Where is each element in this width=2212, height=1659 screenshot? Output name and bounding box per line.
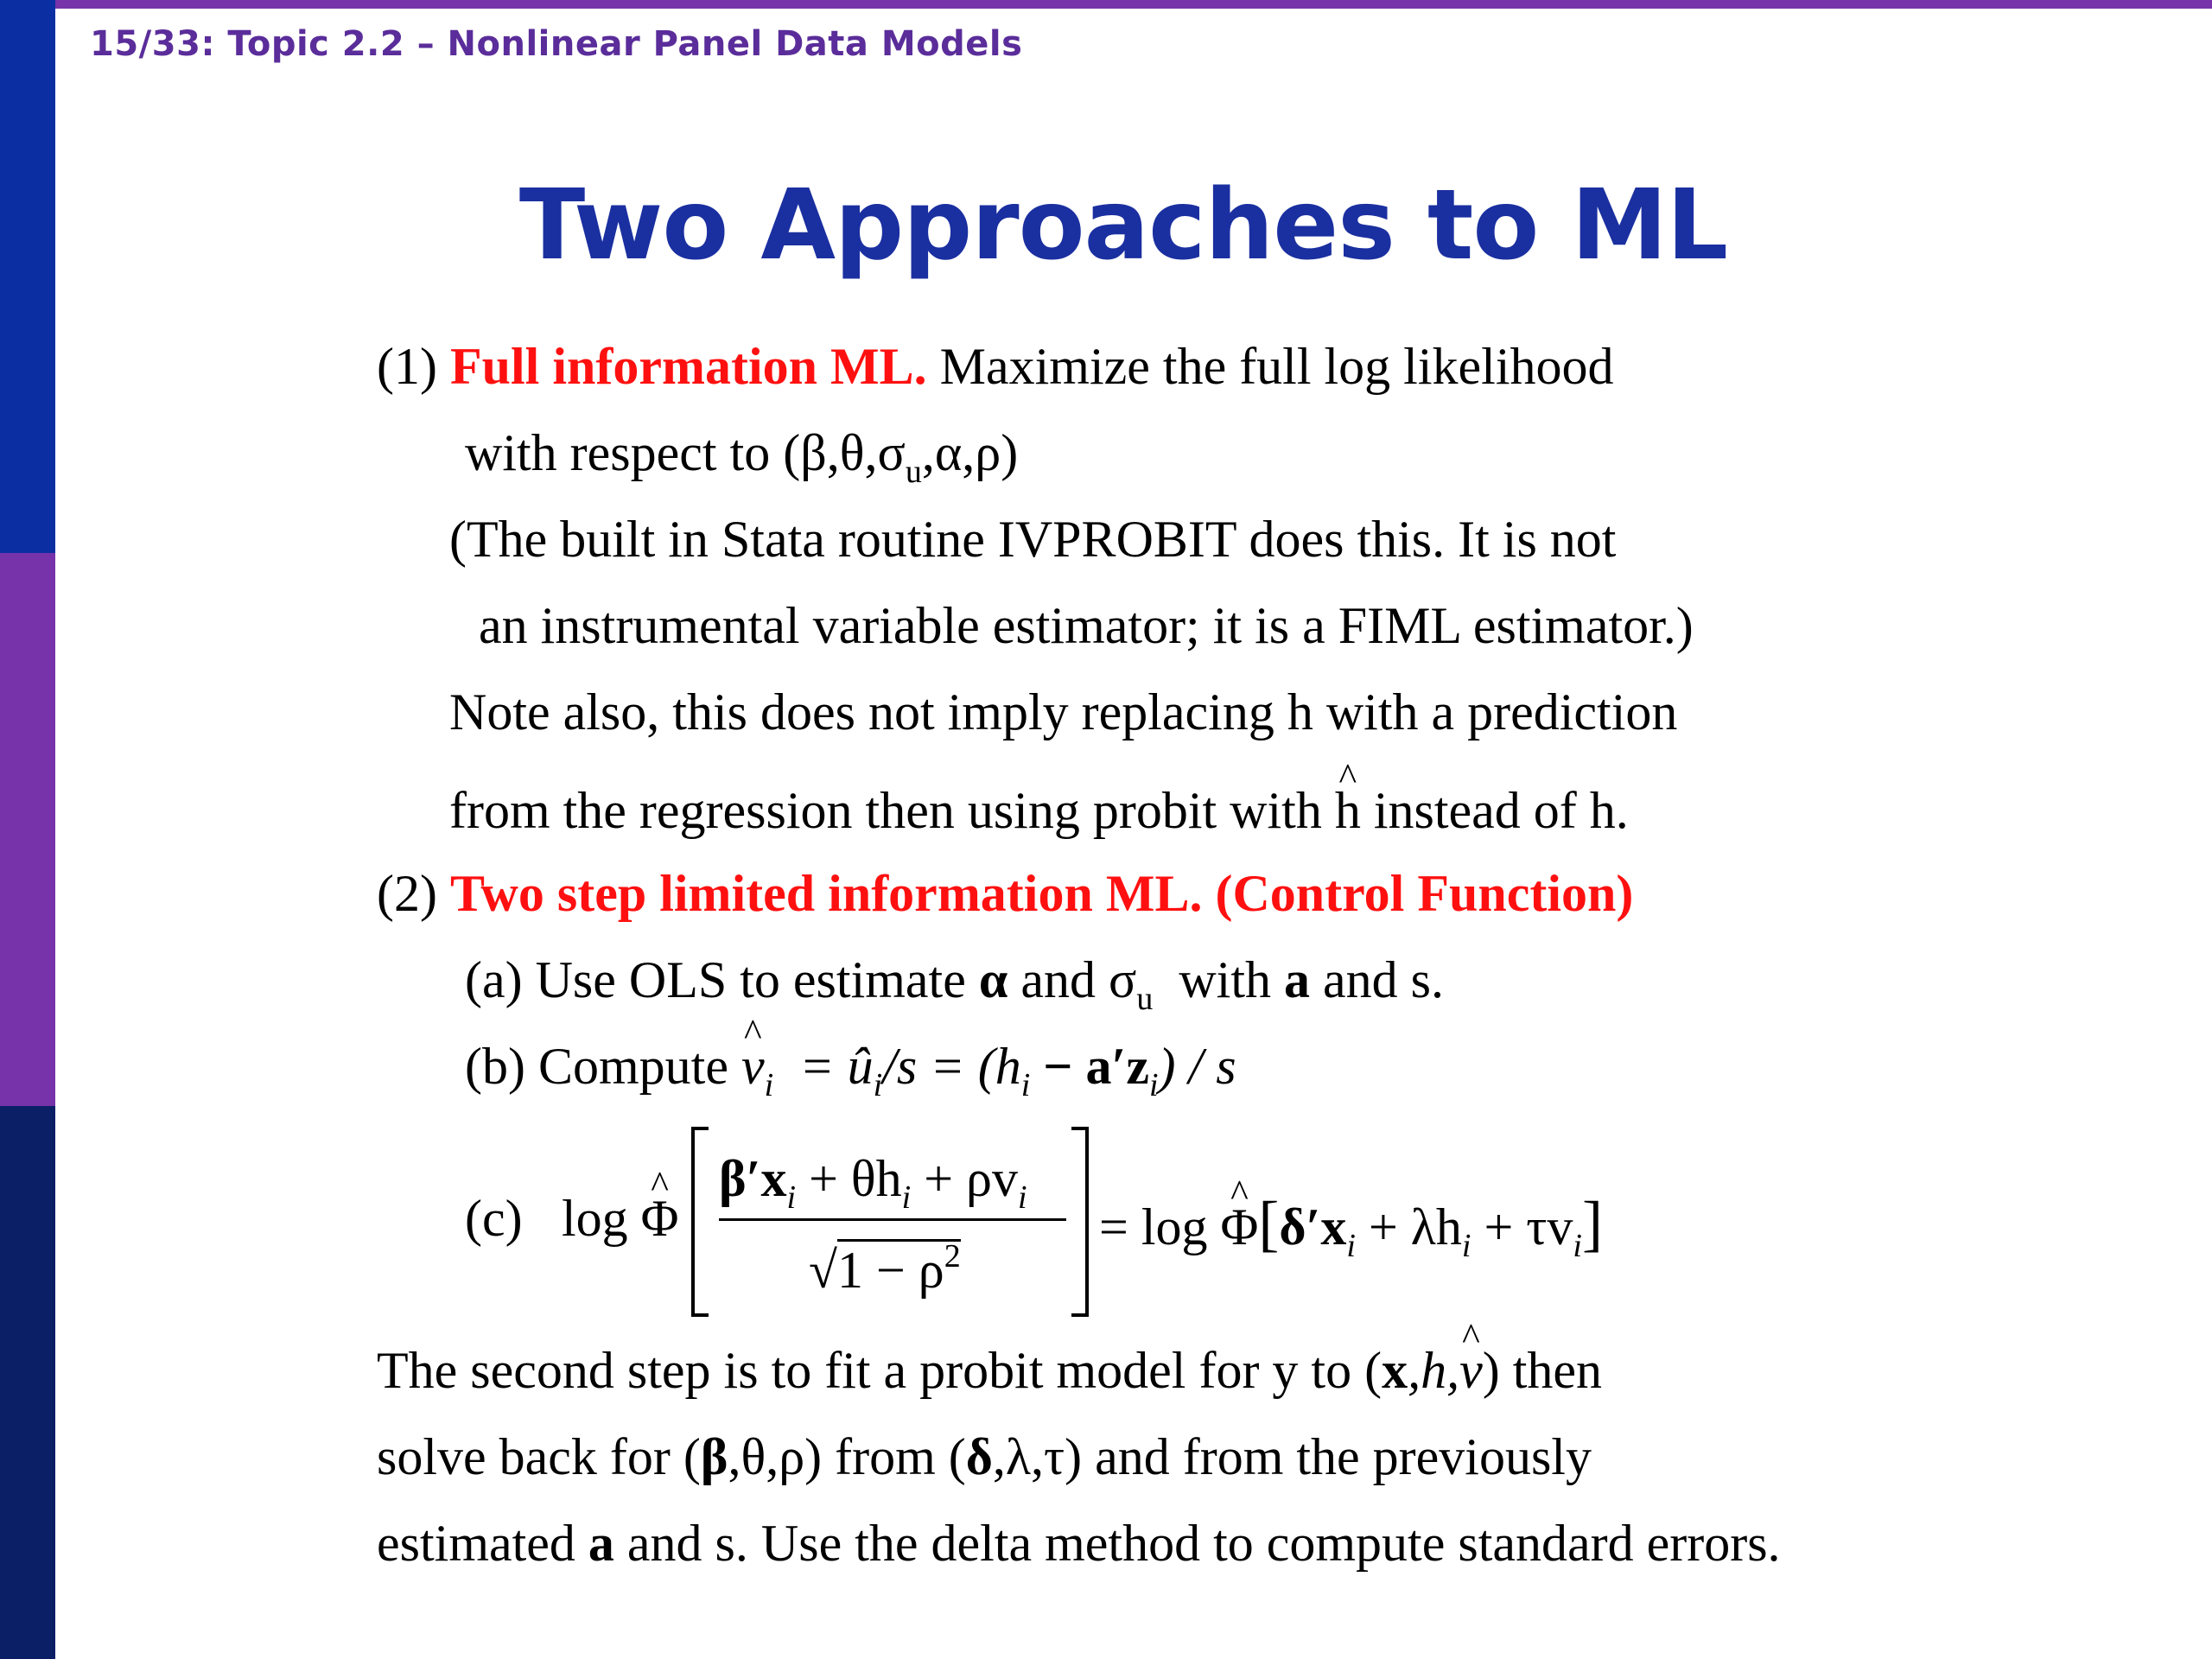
item1-number: (1) <box>377 338 437 395</box>
step-c-denominator: $√1 - \rho^2$ <box>809 1238 961 1299</box>
item1-paren1: (The built in Stata routine IVPROBIT does this. It is not <box>449 511 1617 568</box>
item1-line1 <box>377 338 1614 395</box>
step-c-rhs-lambda: + λh <box>1368 1198 1462 1255</box>
item1-note1: Note also, this does not imply replacing h with a prediction <box>449 683 1678 741</box>
item1-heading: Full information ML. <box>449 338 927 395</box>
concl-l3-a: estimated <box>377 1515 575 1572</box>
concl-l1-b: ) then <box>1482 1342 1603 1399</box>
item1-paren2: an instrumental variable estimator; it is a FIML estimator.) <box>479 597 1694 654</box>
item1-note2 <box>449 782 1629 839</box>
step-c-num1: β′x <box>719 1150 787 1207</box>
concl-l1-h: ,h, <box>1408 1342 1460 1399</box>
step-b-eq3: − a′z <box>1043 1038 1149 1095</box>
step-c-rhs-tau: + τv <box>1484 1198 1573 1255</box>
step-a-sub: u <box>1136 981 1154 1017</box>
step-c-rhs2-sub: i <box>1346 1228 1356 1264</box>
step-c-bracket-left <box>691 1127 709 1317</box>
step-b-hsub: i <box>1020 1067 1031 1103</box>
slide-title: Two Approaches to ML <box>518 169 1728 282</box>
step-c-den: 1 − ρ <box>836 1242 944 1299</box>
item1-line2-end: ,α,ρ) <box>921 424 1019 481</box>
step-c-num3: + ρv <box>924 1150 1018 1207</box>
step-c-numerator <box>719 1150 1027 1216</box>
step-c-num3-sub: i <box>1017 1179 1027 1216</box>
concl-l2-a: solve back for ( <box>377 1428 701 1485</box>
step-c-label: (c) <box>465 1190 523 1247</box>
conclusion-line1 <box>377 1342 1603 1399</box>
concl-l3-b: and s. Use the delta method to compute standard errors. <box>626 1515 1781 1572</box>
item1-text: Maximize the full log likelihood <box>939 338 1614 395</box>
step-b-eq4: ) / s <box>1158 1038 1236 1095</box>
concl-l2-b: ,θ,ρ) from ( <box>728 1428 966 1485</box>
step-c-rhs-phi: ^ Φ <box>1221 1201 1259 1253</box>
concl-l1-a: The second step is to fit a probit model for y to ( <box>377 1342 1382 1399</box>
step-c-num2-sub: i <box>901 1179 912 1216</box>
step-a-bold: a <box>1284 951 1310 1008</box>
step-a-and: and σ <box>1020 951 1137 1008</box>
step-a-end: and s. <box>1323 951 1444 1008</box>
concl-l2-c: ,λ,τ) and from the previously <box>992 1428 1592 1485</box>
step-b-usub: i <box>873 1067 883 1103</box>
concl-l1-vhat: ^ v <box>1459 1344 1483 1396</box>
concl-l1-x: x <box>1382 1342 1408 1399</box>
step-c-rhs-delta: δ′x <box>1279 1198 1347 1255</box>
conclusion-line2 <box>377 1428 1592 1485</box>
item1-line2 <box>465 424 1019 490</box>
step-b-eq: = û <box>799 1038 874 1095</box>
item1-note2-hhat: ^ h <box>1335 785 1361 836</box>
step-c-fraction-line <box>719 1218 1066 1221</box>
step-b-eq2: /s = (h <box>882 1038 1021 1095</box>
step-b-vsub: i <box>764 1067 774 1103</box>
concl-l2-delta: δ <box>965 1428 993 1485</box>
concl-l3-bold-a: a <box>588 1515 614 1572</box>
step-b-zsub: i <box>1148 1067 1159 1103</box>
step-c-den-radicand <box>837 1239 961 1299</box>
step-a-prefix: (a) Use OLS to estimate <box>465 951 966 1008</box>
item2-step-a <box>465 951 1444 1017</box>
step-c-den-sup: 2 <box>944 1238 961 1274</box>
step-c-num2: + θh <box>809 1150 902 1207</box>
conclusion-line3 <box>377 1515 1781 1572</box>
step-a-with: with <box>1179 951 1271 1008</box>
left-band-bottom <box>0 1106 55 1659</box>
item1-note2-b: instead of h. <box>1373 782 1629 839</box>
step-a-alpha: α <box>978 951 1008 1008</box>
concl-l2-beta: β <box>700 1428 728 1485</box>
step-c-log <box>562 1190 679 1247</box>
item2-step-b <box>465 1038 1236 1103</box>
step-c-rhs-close: ] <box>1581 1189 1603 1258</box>
step-c-bracket-right <box>1071 1127 1089 1317</box>
step-c-rhs4-sub: i <box>1573 1228 1582 1264</box>
step-b-prefix: (b) Compute <box>465 1038 728 1095</box>
step-c-rhs <box>1099 1189 1603 1264</box>
step-c-num1-sub: i <box>786 1179 797 1216</box>
step-c-rhs3-sub: i <box>1461 1228 1471 1264</box>
item1-note2-a: from the regression then using probit with <box>449 782 1322 839</box>
top-rule <box>55 0 2212 9</box>
step-c-rhs-log: = log <box>1099 1198 1208 1255</box>
item2-number: (2) <box>377 865 437 922</box>
step-b-vhat: ^ v <box>741 1040 765 1092</box>
item1-line2-sub: u <box>905 454 922 490</box>
item2-line1 <box>377 865 1634 922</box>
item1-line2-text: with respect to (β,θ,σ <box>465 424 906 481</box>
left-band-middle <box>0 553 55 1106</box>
slide-header: 15/33: Topic 2.2 – Nonlinear Panel Data Models <box>90 24 1023 64</box>
step-c-rhs-open: [ <box>1258 1189 1280 1258</box>
step-c-log-text: log <box>562 1190 628 1247</box>
item2-heading: Two step limited information ML. (Control Function) <box>449 865 1634 922</box>
step-c-phi: ^ Φ <box>641 1192 679 1244</box>
